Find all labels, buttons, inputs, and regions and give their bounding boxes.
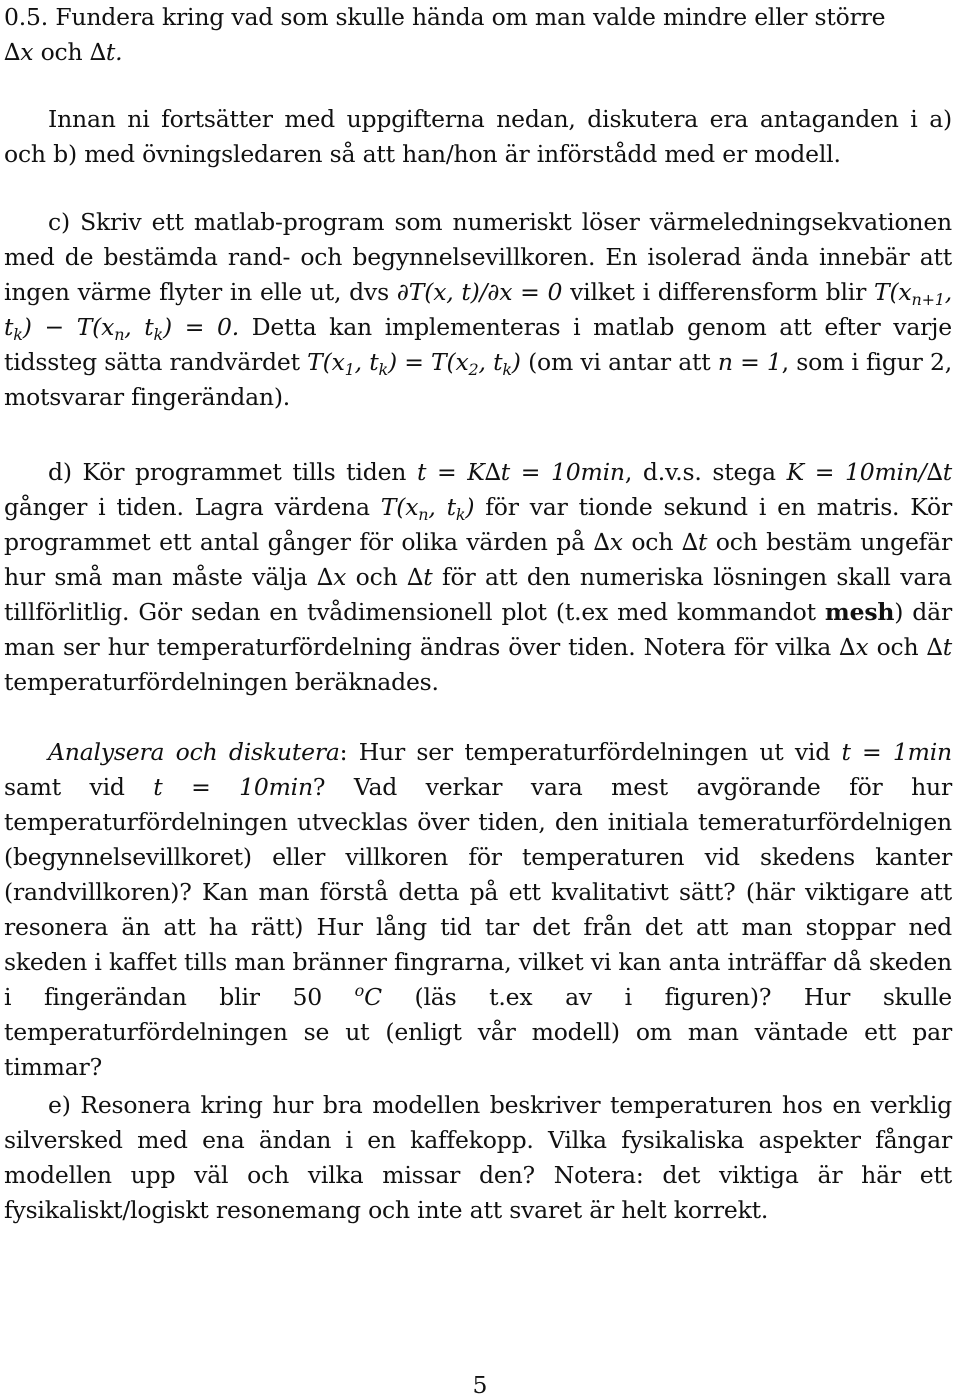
mesh-command: mesh bbox=[824, 598, 895, 626]
difference-equation: $T(x_{n+1}$, $t_k) - T(x_n$, $t_k) = 0$. bbox=[4, 278, 952, 344]
analysis-label: Analysera och diskutera bbox=[48, 738, 340, 766]
celsius-unit: $^o$C bbox=[354, 981, 382, 1011]
page-number: 5 bbox=[472, 1371, 488, 1399]
boundary-condition: $T(x_1$, $t_k) = T(x_2$, $t_k$) bbox=[307, 348, 521, 379]
question-d: d) Kör programmet tills tiden t = K∆t = 10min, d.v.s. stega K = 10min/∆t gånger i tiden. Lagra värdena $T(x_n$, $t_k$) för var tionde sekund i en matris. Kör programmet ett antal gånger för olika värden på ∆x och ∆t och bestäm ungefär hur små man måste välja ∆x och ∆t för att den numeriska lösningen skall vara tillförlitlig. Gör sedan en tvådimensionell plot (t.ex med kommandot mesh) där man ser hur temperaturfördelning ändras över tiden. Notera för vilka ∆x och ∆t temperaturfördelningen beräknades. bbox=[4, 458, 952, 696]
question-0-5: 0.5. Fundera kring vad som skulle hända om man valde mindre eller större ∆x och ∆t. bbox=[4, 3, 886, 66]
stored-values: $T(x_n$, $t_k$) bbox=[380, 493, 475, 524]
question-e: e) Resonera kring hur bra modellen beskriver temperaturen hos en verklig silversked med ena ändan i en kaffekopp. Vilka fysikaliska aspekter fångar modellen upp väl och vilka missar den? Notera: det viktiga är här ett fysikaliskt/logiskt resonemang och inte att svaret är helt korrekt. bbox=[4, 1091, 952, 1224]
delta-t: ∆t. bbox=[89, 38, 123, 66]
analysis-paragraph: Analysera och diskutera: Hur ser temperaturfördelningen ut vid t = 1min samt vid t = 10min? Vad verkar vara mest avgörande för hur temperaturfördelningen utvecklas över tiden, den initiala temeraturfördelnigen (begynnelsevillkoret) eller villkoren för temperaturen vid skedens kanter (randvillkoren)? Kan man förstå detta på ett kvalitativt sätt? (här viktigare att resonera än att ha rätt) Hur lång tid tar det från det att man stoppar ned skeden i kaffet tills man bränner fingrarna, vilket vi kan anta inträffar då skeden i fingerändan blir 50 $^o$C (läs t.ex av i figuren)? Hur skulle temperaturfördelningen se ut (enligt vår modell) om man väntade ett par timmar? bbox=[4, 738, 952, 1081]
question-c: c) Skriv ett matlab-program som numeriskt löser värmeledningsekvationen med de bestämda rand- och begynnelsevillkoren. En isolerad ända innebär att ingen värme flyter in elle ut, dvs ∂T(x, t)/∂x = 0 vilket i differensform blir $T(x_{n+1}$, $t_k) - T(x_n$, $t_k) = 0$. Detta kan implementeras i matlab genom att efter varje tidssteg sätta randvärdet $T(x_1$, $t_k) = T(x_2$, $t_k$) (om vi antar att n = 1, som i figur 2, motsvarar fingerändan). bbox=[4, 208, 952, 411]
intro-paragraph: Innan ni fortsätter med uppgifterna nedan, diskutera era antaganden i a) och b) med övningsledaren så att han/hon är införstådd med er modell. bbox=[4, 105, 952, 168]
delta-x: ∆x bbox=[4, 38, 34, 66]
